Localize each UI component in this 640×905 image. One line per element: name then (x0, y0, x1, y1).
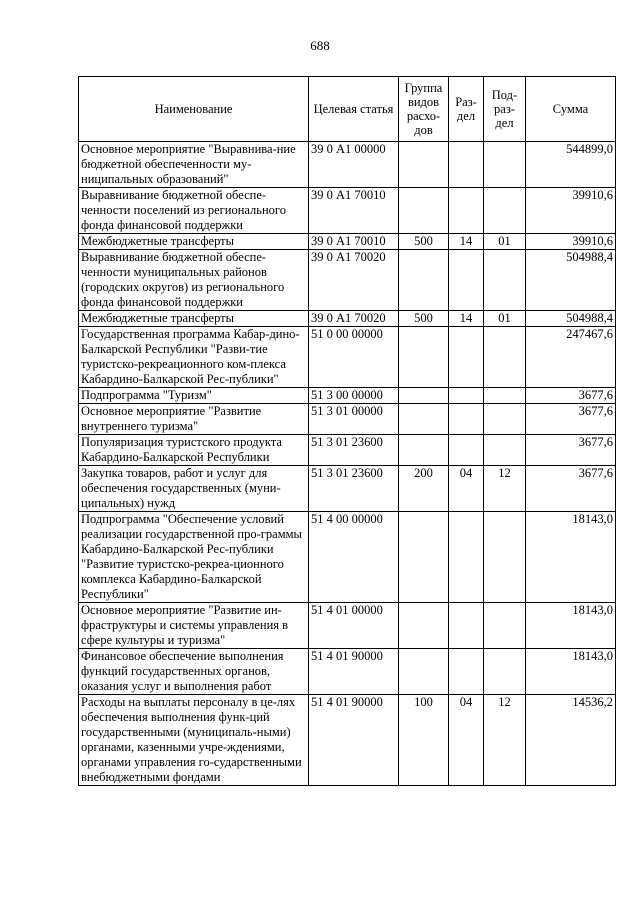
table-row (79, 250, 616, 311)
cell-subsection (484, 142, 526, 188)
table-body (79, 142, 616, 786)
header-name: Наименование (79, 77, 309, 142)
table-header-row (79, 77, 616, 142)
cell-section (449, 388, 484, 404)
cell-article: 51 4 01 00000 (309, 603, 399, 649)
cell-sum: 544899,0 (526, 142, 616, 188)
cell-group: 200 (399, 466, 449, 512)
cell-name: Выравнивание бюджетной обеспе-ченности муниципальных районов (городских округов) из регионального фонда финансовой поддержки (79, 250, 309, 311)
page-number: 688 (310, 38, 330, 53)
cell-section (449, 327, 484, 388)
table-row (79, 512, 616, 603)
cell-name: Основное мероприятие "Выравнива-ние бюджетной обеспеченности му-ниципальных образований" (79, 142, 309, 188)
table-row (79, 466, 616, 512)
cell-group (399, 435, 449, 466)
table-row (79, 388, 616, 404)
cell-sum: 18143,0 (526, 512, 616, 603)
cell-subsection: 12 (484, 695, 526, 786)
cell-group (399, 512, 449, 603)
cell-name: Межбюджетные трансферты (79, 234, 309, 250)
header-group: Группа видов расхо-дов (399, 77, 449, 142)
table-row (79, 188, 616, 234)
cell-article: 39 0 А1 70010 (309, 188, 399, 234)
cell-section (449, 188, 484, 234)
cell-sum: 3677,6 (526, 435, 616, 466)
cell-article: 51 0 00 00000 (309, 327, 399, 388)
cell-subsection (484, 188, 526, 234)
table-row (79, 327, 616, 388)
cell-section (449, 512, 484, 603)
cell-sum: 504988,4 (526, 250, 616, 311)
cell-group: 500 (399, 311, 449, 327)
table-row (79, 649, 616, 695)
cell-article: 39 0 А1 00000 (309, 142, 399, 188)
cell-sum: 18143,0 (526, 649, 616, 695)
table-row (79, 404, 616, 435)
cell-sum: 3677,6 (526, 388, 616, 404)
cell-group (399, 327, 449, 388)
cell-sum: 39910,6 (526, 188, 616, 234)
cell-name: Основное мероприятие "Развитие внутреннего туризма" (79, 404, 309, 435)
cell-name: Межбюджетные трансферты (79, 311, 309, 327)
cell-sum: 3677,6 (526, 466, 616, 512)
cell-sum: 504988,4 (526, 311, 616, 327)
cell-group (399, 404, 449, 435)
cell-subsection (484, 649, 526, 695)
cell-subsection: 01 (484, 234, 526, 250)
table-row (79, 435, 616, 466)
cell-article: 51 4 01 90000 (309, 649, 399, 695)
cell-group: 500 (399, 234, 449, 250)
cell-section: 14 (449, 234, 484, 250)
cell-name: Расходы на выплаты персоналу в це-лях обеспечения выполнения функ-ций государственными (муниципаль-ными) органами, казенными учре-ждениями, органами управления го-сударственными внебюджетными фондами (79, 695, 309, 786)
header-sum: Сумма (526, 77, 616, 142)
cell-subsection (484, 435, 526, 466)
cell-article: 51 3 00 00000 (309, 388, 399, 404)
cell-subsection: 12 (484, 466, 526, 512)
header-section: Раз-дел (449, 77, 484, 142)
cell-subsection: 01 (484, 311, 526, 327)
cell-sum: 18143,0 (526, 603, 616, 649)
cell-subsection (484, 512, 526, 603)
header-article: Целевая статья (309, 77, 399, 142)
cell-subsection (484, 404, 526, 435)
cell-sum: 247467,6 (526, 327, 616, 388)
cell-subsection (484, 250, 526, 311)
cell-name: Основное мероприятие "Развитие ин-фраструктуры и системы управления в сфере культуры и туризма" (79, 603, 309, 649)
cell-group (399, 142, 449, 188)
cell-name: Подпрограмма "Обеспечение условий реализации государственной про-граммы Кабардино-Балкарской Рес-публики "Развитие туристско-рекреа-ционного комплекса Кабардино-Балкарской Республики" (79, 512, 309, 603)
table-row (79, 234, 616, 250)
cell-group (399, 603, 449, 649)
cell-section (449, 404, 484, 435)
cell-article: 51 3 01 00000 (309, 404, 399, 435)
cell-article: 39 0 А1 70010 (309, 234, 399, 250)
table-row (79, 695, 616, 786)
header-subsection: Под-раз-дел (484, 77, 526, 142)
cell-section (449, 142, 484, 188)
cell-section (449, 435, 484, 466)
cell-group (399, 388, 449, 404)
cell-article: 51 4 01 90000 (309, 695, 399, 786)
cell-sum: 39910,6 (526, 234, 616, 250)
table-row (79, 311, 616, 327)
cell-group (399, 188, 449, 234)
cell-group: 100 (399, 695, 449, 786)
cell-subsection (484, 603, 526, 649)
cell-name: Популяризация туристского продукта Кабардино-Балкарской Республики (79, 435, 309, 466)
cell-name: Выравнивание бюджетной обеспе-ченности поселений из регионального фонда финансовой поддержки (79, 188, 309, 234)
cell-article: 39 0 А1 70020 (309, 250, 399, 311)
cell-name: Подпрограмма "Туризм" (79, 388, 309, 404)
cell-article: 51 3 01 23600 (309, 466, 399, 512)
cell-sum: 3677,6 (526, 404, 616, 435)
cell-name: Финансовое обеспечение выполнения функций государственных органов, оказания услуг и выполнения работ (79, 649, 309, 695)
cell-subsection (484, 327, 526, 388)
cell-name: Закупка товаров, работ и услуг для обеспечения государственных (муни-ципальных) нужд (79, 466, 309, 512)
cell-article: 39 0 А1 70020 (309, 311, 399, 327)
cell-section: 04 (449, 466, 484, 512)
cell-article: 51 3 01 23600 (309, 435, 399, 466)
cell-section (449, 649, 484, 695)
table-row (79, 603, 616, 649)
cell-sum: 14536,2 (526, 695, 616, 786)
cell-name: Государственная программа Кабар-дино-Балкарской Республики "Разви-тие туристско-рекреационного ком-плекса Кабардино-Балкарской Рес-публики" (79, 327, 309, 388)
cell-group (399, 649, 449, 695)
cell-section: 04 (449, 695, 484, 786)
cell-section (449, 603, 484, 649)
cell-section (449, 250, 484, 311)
cell-subsection (484, 388, 526, 404)
cell-section: 14 (449, 311, 484, 327)
cell-group (399, 250, 449, 311)
budget-table (78, 76, 616, 786)
table-row (79, 142, 616, 188)
cell-article: 51 4 00 00000 (309, 512, 399, 603)
